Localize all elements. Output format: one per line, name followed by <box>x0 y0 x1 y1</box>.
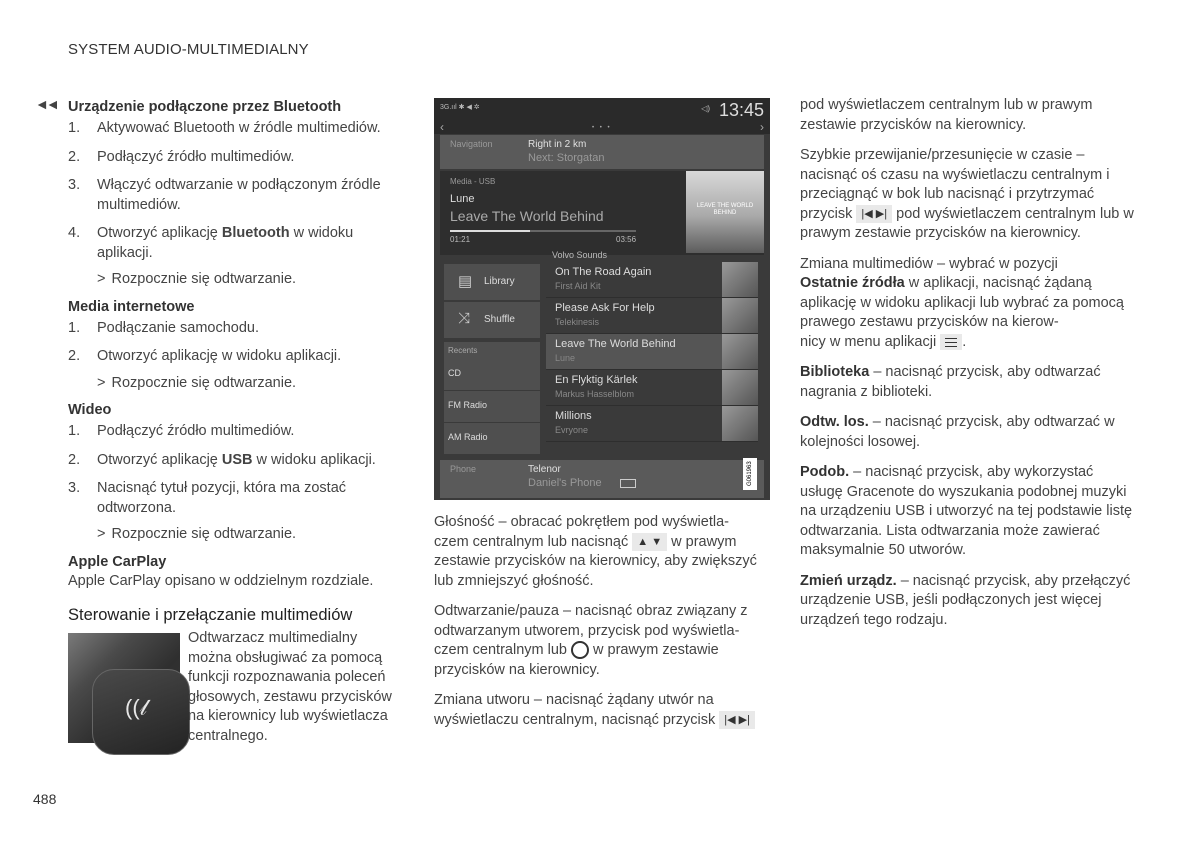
app-menu-icon <box>940 334 962 350</box>
pause-paragraph: Odtwarzanie/pauza – nacisnąć obraz związany z odtwarzanym utworem, przycisk pod wyświetla- czem centralnym lub w prawym zestawie przycisków na kierownicy. <box>434 603 748 678</box>
carplay-text: Apple CarPlay opisano w oddzielnym rozdziale. <box>68 572 374 589</box>
nav-instruction: Right in 2 km <box>528 139 587 150</box>
similar-paragraph: Podob. – nacisnąć przycisk, aby wykorzystać usługę Gracenote do wyszukania podobnej muzyki na urządzeniu USB i utworzyć na tej podstawie listę odtwarzania. Lista odtwarzania może zawierać maksymalnie 50 utworów. <box>800 464 1133 558</box>
column-right <box>800 96 1135 641</box>
chevron-right-icon: › <box>760 120 764 134</box>
battery-icon <box>620 479 636 488</box>
volume-paragraph: Głośność – obracać pokrętłem pod wyświetla- czem centralnym lub nacisnąć ▲ ▼ w prawym zestawie przycisków na kierownicy, aby zwiększyć lub zmniejszyć głośność. <box>434 514 757 589</box>
track-row: Please Ask For Help Telekinesis <box>546 298 758 334</box>
change-media-paragraph: Zmiana multimediów – wybrać w pozycji Ostatnie źródła w aplikacji, nacisnąć żądaną aplikację w widoku aplikacji lub wybrać za pomocą prawego zestawu przycisków na kierow- nicy w menu aplikacji . <box>800 255 1124 350</box>
skip-buttons-icon: |◀ ▶| <box>719 711 755 729</box>
voice-control-icon: ((𝓁 <box>125 695 147 720</box>
recent-item: FM Radio <box>448 400 488 410</box>
shuffle-paragraph: Odtw. los. – nacisnąć przycisk, aby odtwarzać w kolejności losowej. <box>800 414 1115 450</box>
track-thumbnail <box>722 298 758 333</box>
progress-bar <box>450 230 636 232</box>
change-device-paragraph: Zmień urządz. – nacisnąć przycisk, aby przełączyć urządzenie USB, jeśli podłączonych jest więcej urządzeń tego rodzaju. <box>800 572 1131 628</box>
list-item: 1. Podłączyć źródło multimediów. <box>68 423 295 439</box>
phone-tile: Phone Telenor Daniel's Phone <box>440 460 764 498</box>
signal-status: 3G.ııl ✱ ◀ ✲ <box>440 104 480 111</box>
list-item: 1. Podłączanie samochodu. <box>68 319 260 336</box>
volume-arrows-icon: ▲ ▼ <box>632 533 667 551</box>
clock: 13:45 <box>718 100 764 120</box>
status-bar <box>434 98 770 134</box>
navigation-tile <box>440 135 764 169</box>
list-item: 2. Otworzyć aplikację w widoku aplikacji. <box>68 348 342 364</box>
voice-control-text: Odtwarzacz multimedialny można obsługiwać za pomocą funkcji rozpoznawania poleceń głosowych, zestawu przycisków na kierownicy lub wyświetlacza centralnego. <box>188 630 392 744</box>
voice-button <box>92 669 190 755</box>
library-paragraph: Biblioteka – nacisnąć przycisk, aby odtwarzać nagrania z biblioteki. <box>800 364 1101 400</box>
list-item: 2. Otworzyć aplikację USB w widoku aplikacji. <box>68 451 376 468</box>
center-display-screenshot <box>434 98 770 500</box>
result-line: > Rozpocznie się odtwarzanie. <box>97 271 297 287</box>
skip-buttons-icon: |◀ ▶| <box>856 205 892 223</box>
artist-name: Lune <box>450 193 475 205</box>
play-pause-button-icon <box>571 641 589 659</box>
page-number: 488 <box>33 791 57 807</box>
nav-next: Next: Storgatan <box>528 152 605 164</box>
image-code: G061963 <box>743 458 757 490</box>
track-thumbnail <box>722 370 758 405</box>
bluetooth-heading: Urządzenie podłączone przez Bluetooth <box>68 99 342 115</box>
track-row-selected: Leave The World Behind Lune <box>546 334 758 370</box>
page-dots: • • • <box>592 125 612 131</box>
track-row: En Flyktig Kärlek Markus Hasselblom <box>546 370 758 406</box>
list-item: 2. Podłączyć źródło multimediów. <box>68 148 295 165</box>
page-header: SYSTEM AUDIO-MULTIMEDIALNY <box>68 41 309 58</box>
shuffle-button: ⤨ Shuffle <box>444 302 540 338</box>
voice-button-photo <box>68 633 180 743</box>
media-label: Media - USB <box>450 177 496 186</box>
media-tile <box>440 171 764 255</box>
internet-media-heading: Media internetowe <box>68 298 195 315</box>
elapsed-time: 01:21 <box>450 235 471 244</box>
column-middle <box>434 513 769 741</box>
song-title: Leave The World Behind <box>450 208 604 224</box>
section-heading: Sterowanie i przełączanie multimediów <box>68 606 353 624</box>
library-icon: ▤ <box>458 273 473 290</box>
chevron-left-icon: ‹ <box>440 120 444 134</box>
recent-item: AM Radio <box>448 432 488 442</box>
track-thumbnail <box>722 406 758 441</box>
column-left <box>68 98 398 744</box>
seek-paragraph: Szybkie przewijanie/przesunięcie w czasie – nacisnąć oś czasu na wyświetlaczu centralnym i przeciągnąć w bok lub nacisnąć i przytrzymać przycisk |◀ ▶| pod wyświetlaczem centralnym lub w prawym zestawie przycisków na kierownicy. <box>800 147 1134 241</box>
track-row: On The Road Again First Aid Kit <box>546 262 758 298</box>
duration: 03:56 <box>616 235 637 244</box>
paragraph: pod wyświetlaczem centralnym lub w prawym zestawie przycisków na kierownicy. <box>800 97 1093 133</box>
library-button: ▤ Library <box>444 264 540 300</box>
recents-panel: Recents CD FM Radio AM Radio <box>444 342 540 454</box>
video-heading: Wideo <box>68 402 112 418</box>
list-item: 4. Otworzyć aplikację Bluetooth w widoku aplikacji. <box>68 225 354 261</box>
carplay-heading: Apple CarPlay <box>68 553 167 570</box>
internet-steps <box>68 319 398 367</box>
result-line: > Rozpocznie się odtwarzanie. <box>97 526 297 542</box>
recent-item: CD <box>448 368 461 378</box>
back-arrows-icon[interactable]: ◄◄ <box>35 96 57 112</box>
video-steps <box>68 422 398 518</box>
bluetooth-steps <box>68 119 398 263</box>
result-line: > Rozpocznie się odtwarzanie. <box>97 374 297 391</box>
track-thumbnail <box>722 262 758 297</box>
list-item: 3. Włączyć odtwarzanie w podłączonym źródle multimediów. <box>68 177 381 213</box>
volume-icon: ◁) <box>701 104 710 113</box>
track-change-paragraph: Zmiana utworu – nacisnąć żądany utwór na wyświetlaczu centralnym, nacisnąć przycisk |◀ ▶| <box>434 691 769 730</box>
voice-control-block <box>68 629 398 744</box>
track-thumbnail <box>722 334 758 369</box>
album-art: LEAVE THE WORLD BEHIND <box>686 171 764 253</box>
shuffle-icon: ⤨ <box>458 310 471 327</box>
list-item: 1. Aktywować Bluetooth w źródle multimediów. <box>68 120 381 136</box>
list-item: 3. Nacisnąć tytuł pozycji, która ma zostać odtworzona. <box>68 480 347 516</box>
track-row: Millions Evryone <box>546 406 758 442</box>
playlist-title: Volvo Sounds <box>552 250 608 260</box>
nav-label: Navigation <box>450 139 493 149</box>
